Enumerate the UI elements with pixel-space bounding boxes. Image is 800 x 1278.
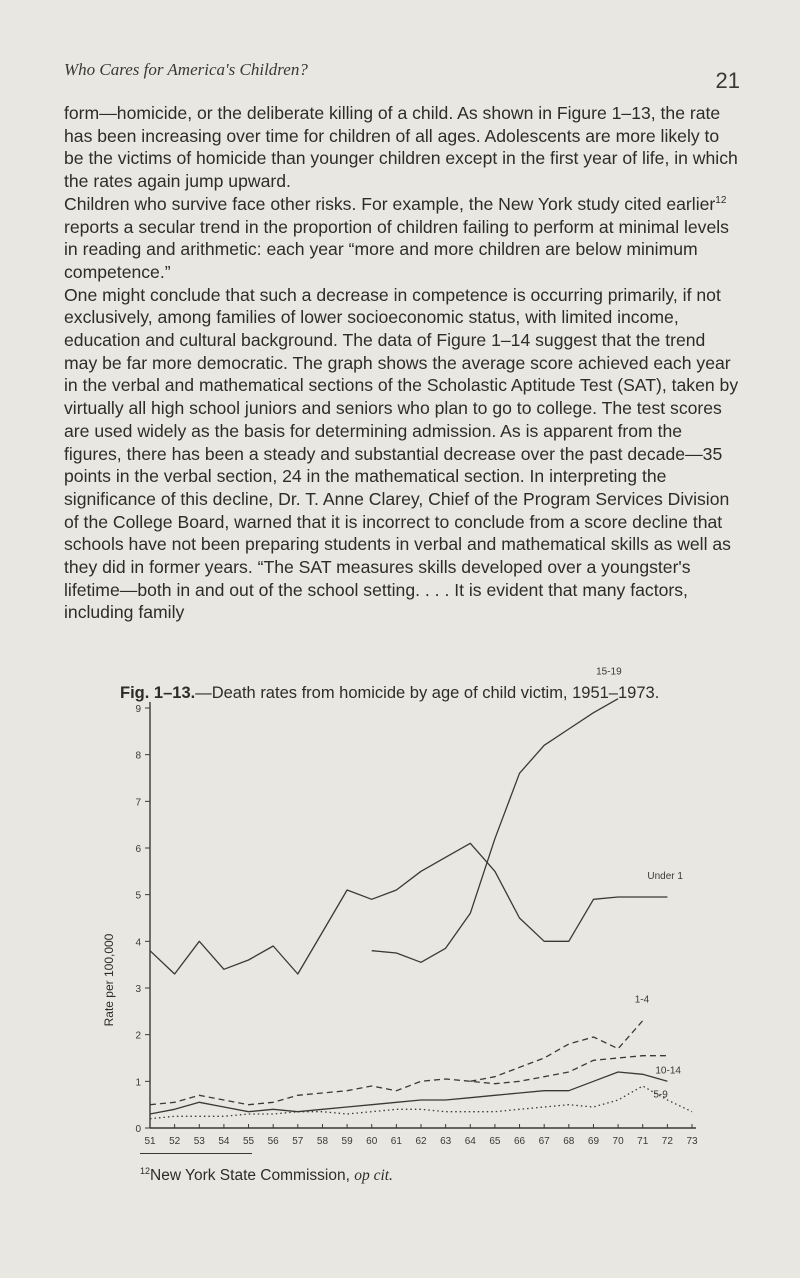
x-tick-label: 51 bbox=[144, 1136, 156, 1147]
footnote-rule bbox=[140, 1153, 252, 1154]
paragraph-2-end: reports a secular trend in the proportion of children failing to perform at minimal levels in reading and arithmetic: each year “more and more children are below minimum competence.” bbox=[64, 216, 729, 282]
y-tick-label: 7 bbox=[135, 797, 141, 809]
x-tick-label: 53 bbox=[193, 1136, 205, 1147]
footnote-marker: 12 bbox=[140, 1166, 151, 1176]
x-tick-label: 65 bbox=[489, 1136, 501, 1147]
series-label-5-9: 5-9 bbox=[653, 1089, 668, 1101]
x-tick-label: 72 bbox=[661, 1136, 673, 1147]
figure-label: Fig. 1–13. bbox=[120, 684, 196, 702]
paragraph-1: form—homicide, or the deliberate killing of a child. As shown in Figure 1–13, the rate has been increasing over time for children of all ages. Adolescents are more likely to be the victims of homicide than younger children except in the first year of life, in which the rates again jump upward. bbox=[64, 103, 738, 192]
x-tick-label: 61 bbox=[390, 1136, 402, 1147]
x-tick-label: 55 bbox=[242, 1136, 255, 1147]
series-line-15-19 bbox=[372, 699, 618, 963]
footnote bbox=[140, 1166, 393, 1185]
x-tick-label: 69 bbox=[587, 1136, 600, 1147]
x-tick-label: 70 bbox=[612, 1136, 624, 1147]
series-label-under-1: Under 1 bbox=[647, 871, 683, 882]
x-tick-label: 71 bbox=[637, 1136, 649, 1147]
running-head: Who Cares for America's Children? bbox=[64, 60, 308, 79]
figure-caption-text: —Death rates from homicide by age of child victim, 1951–1973. bbox=[195, 684, 660, 702]
x-tick-label: 52 bbox=[169, 1136, 181, 1147]
y-tick-label: 5 bbox=[135, 890, 141, 902]
x-tick-label: 60 bbox=[366, 1136, 378, 1147]
paragraph-3: One might conclude that such a decrease in competence is occurring primarily, if not exclusively, among families of lower socioeconomic status, with limited income, education and cultural background. The data of Figure 1–14 suggest that the trend may be far more democratic. The graph shows the average score achieved each year in the verbal and mathematical sections of the Scholastic Aptitude Test (SAT), taken by virtually all high school juniors and seniors who plan to go to college. The test scores are used widely as the basis for determining admission. As is apparent from the figures, there has been a steady and substantial decrease over the past decade—35 points in the verbal section, 24 in the mathematical section. In interpreting the significance of this decline, Dr. T. Anne Clarey, Chief of the Program Services Division of the College Board, warned that it is incorrect to conclude from a score decline that schools have not been preparing students in verbal and mathematical skills as well as they did in former years. “The SAT measures skills developed over a youngster's lifetime—both in and out of the school setting. . . . It is evident that many factors, including family bbox=[64, 284, 739, 623]
paragraph-2 bbox=[64, 193, 740, 284]
x-tick-label: 59 bbox=[341, 1136, 353, 1147]
x-tick-label: 67 bbox=[538, 1136, 550, 1147]
series-label-10-14: 10-14 bbox=[655, 1065, 681, 1077]
x-tick-label: 66 bbox=[513, 1136, 526, 1147]
chart-series-labels bbox=[596, 667, 683, 1101]
footnote-reference[interactable]: 12 bbox=[715, 194, 727, 206]
series-label-15-19: 15-19 bbox=[596, 666, 622, 678]
page-header bbox=[64, 60, 740, 104]
x-tick-label: 56 bbox=[267, 1136, 279, 1147]
series-line-5-9 bbox=[150, 1072, 667, 1114]
series-label-1-4: 1-4 bbox=[634, 994, 650, 1006]
x-tick-label: 58 bbox=[316, 1136, 329, 1147]
y-tick-label: 4 bbox=[135, 937, 141, 949]
y-axis-label: Rate per 100,000 bbox=[102, 933, 116, 1027]
y-tick-label: 6 bbox=[135, 844, 141, 855]
series-line-under-1 bbox=[150, 843, 667, 974]
footnote-text: New York State Commission, bbox=[150, 1167, 355, 1185]
y-tick-label: 3 bbox=[135, 984, 141, 995]
x-tick-label: 57 bbox=[292, 1136, 304, 1147]
y-tick-label: 8 bbox=[135, 750, 141, 762]
y-tick-label: 1 bbox=[135, 1077, 141, 1089]
y-tick-label: 9 bbox=[135, 704, 141, 715]
paragraph-2-start: Children who survive face other risks. For example, the New York study cited earlier bbox=[64, 193, 716, 214]
x-tick-label: 54 bbox=[218, 1136, 230, 1147]
x-tick-label: 63 bbox=[440, 1136, 452, 1147]
chart-series bbox=[150, 699, 692, 1119]
series-line-unlabeled bbox=[150, 1086, 692, 1119]
footnote-italic: op cit. bbox=[354, 1167, 393, 1185]
y-tick-label: 2 bbox=[135, 1030, 141, 1042]
x-tick-label: 73 bbox=[686, 1136, 698, 1147]
y-tick-label: 0 bbox=[135, 1124, 141, 1135]
chart-axes bbox=[135, 702, 698, 1147]
x-tick-label: 64 bbox=[464, 1136, 476, 1147]
x-tick-label: 62 bbox=[415, 1136, 427, 1147]
x-tick-label: 68 bbox=[563, 1136, 575, 1147]
body-text bbox=[64, 102, 740, 624]
series-line-10-14 bbox=[150, 1056, 667, 1105]
page-number: 21 bbox=[715, 68, 740, 93]
